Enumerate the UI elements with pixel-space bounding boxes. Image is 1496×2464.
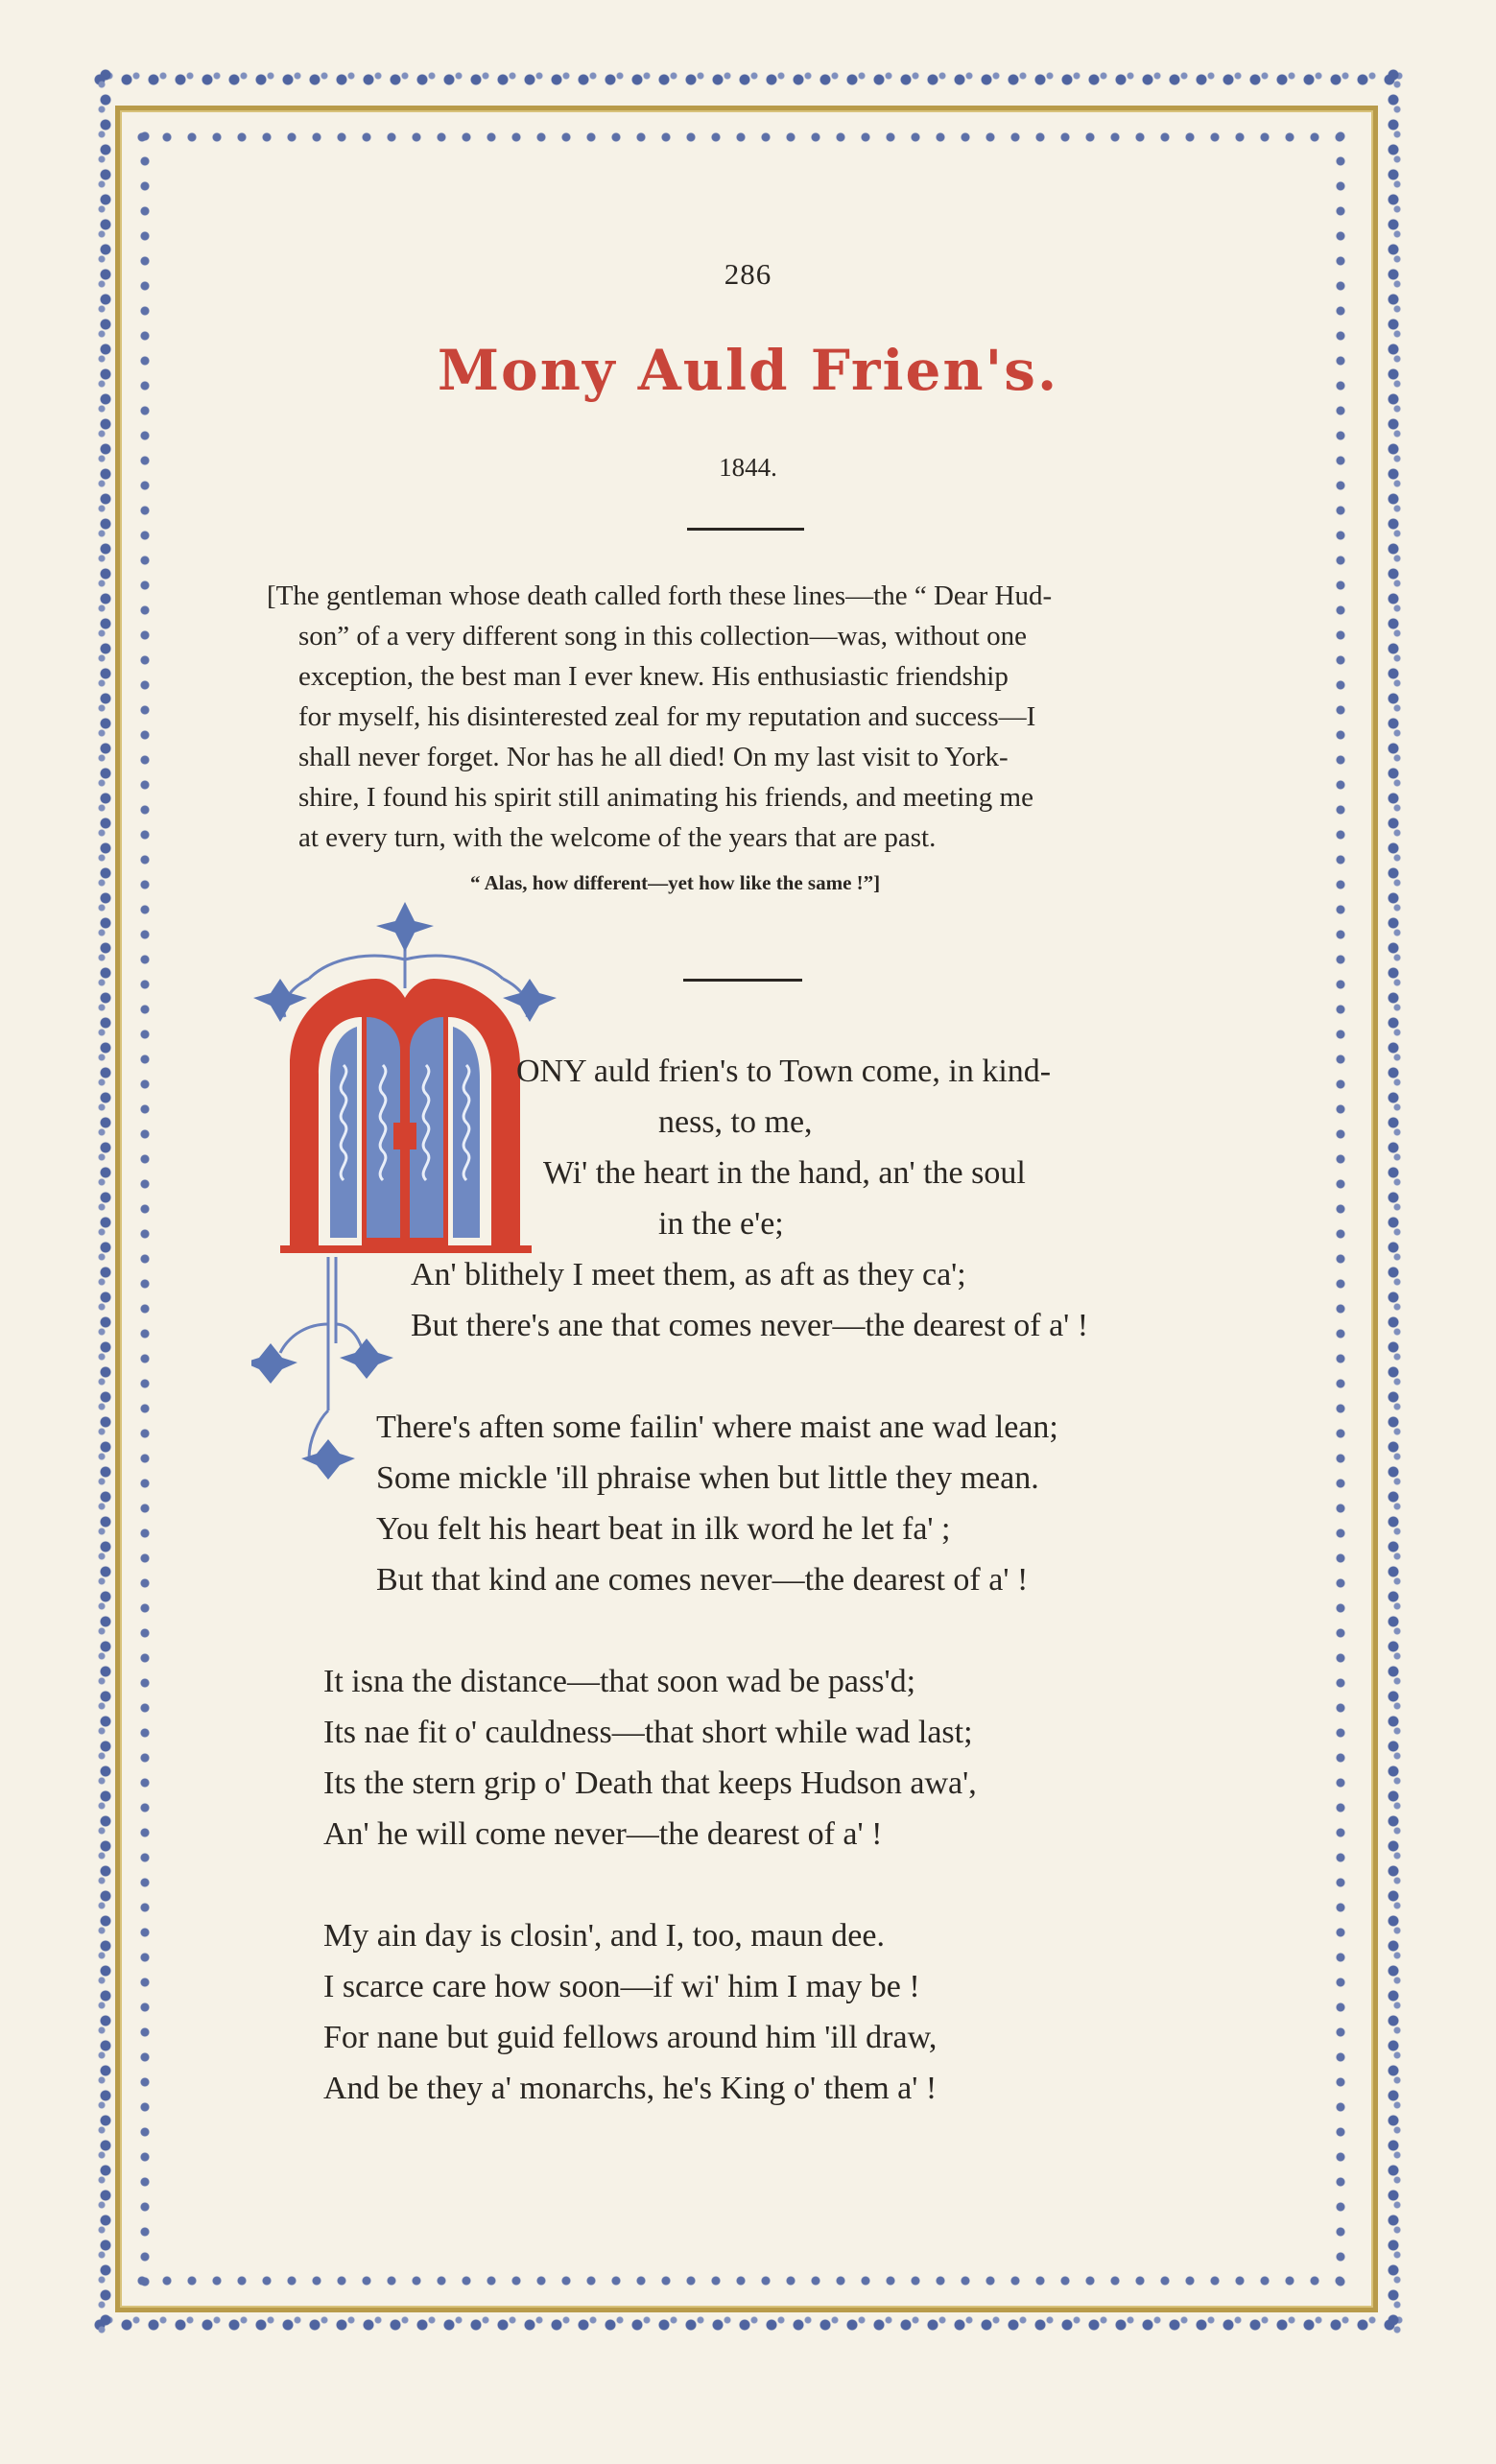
intro-line: son” of a very different song in this collection—was, without one bbox=[298, 621, 1027, 652]
poem-line: An' blithely I meet them, as aft as they ca'; bbox=[411, 1257, 966, 1292]
page-number: 286 bbox=[724, 257, 772, 291]
poem-line: Its the stern grip o' Death that keeps Hudson awa', bbox=[323, 1765, 977, 1801]
inner-border-left bbox=[134, 127, 155, 2291]
poem-line: My ain day is closin', and I, too, maun dee. bbox=[323, 1918, 885, 1954]
intro-line: for myself, his disinterested zeal for my reputation and success—I bbox=[298, 701, 1036, 732]
inner-border-top bbox=[132, 127, 1351, 148]
outer-border-bottom bbox=[92, 2310, 1407, 2339]
poem-line: You felt his heart beat in ilk word he let fa' ; bbox=[376, 1511, 951, 1547]
poem-line: An' he will come never—the dearest of a' ! bbox=[323, 1816, 883, 1852]
intro-line: [The gentleman whose death called forth these lines—the “ Dear Hud- bbox=[267, 580, 1053, 611]
inner-border-right bbox=[1330, 127, 1351, 2291]
poem-line: ONY auld frien's to Town come, in kind- bbox=[516, 1054, 1052, 1089]
poem-line: I scarce care how soon—if wi' him I may be ! bbox=[323, 1969, 920, 2004]
poem-line: It isna the distance—that soon wad be pass'd; bbox=[323, 1664, 916, 1699]
poem-line: ness, to me, bbox=[658, 1104, 813, 1140]
illuminated-initial bbox=[251, 873, 568, 1497]
poem-title: Mony Auld Frien's. bbox=[437, 338, 1059, 403]
poem-line: There's aften some failin' where maist ane wad lean; bbox=[376, 1410, 1058, 1445]
initial-ornament-icon bbox=[251, 873, 568, 1497]
intro-note bbox=[267, 576, 1236, 858]
intro-line: exception, the best man I ever knew. His enthusiastic friendship bbox=[298, 661, 1009, 692]
intro-quote: “ Alas, how different—yet how like the same !”] bbox=[470, 871, 881, 894]
divider-rule bbox=[683, 979, 802, 982]
intro-line: shire, I found his spirit still animating his friends, and meeting me bbox=[298, 782, 1033, 813]
intro-line: shall never forget. Nor has he all died! On my last visit to York- bbox=[298, 742, 1009, 772]
poem-line: And be they a' monarchs, he's King o' them a' ! bbox=[323, 2071, 938, 2106]
divider-rule bbox=[687, 528, 804, 531]
inner-border-bottom bbox=[132, 2270, 1351, 2291]
poem-line: Wi' the heart in the hand, an' the soul bbox=[543, 1155, 1026, 1191]
poem-line: But there's ane that comes never—the dearest of a' ! bbox=[411, 1308, 1089, 1343]
poem-line: But that kind ane comes never—the dearest of a' ! bbox=[376, 1562, 1029, 1598]
intro-line: at every turn, with the welcome of the years that are past. bbox=[298, 822, 937, 853]
poem-line: Some mickle 'ill phraise when but little they mean. bbox=[376, 1460, 1039, 1496]
poem-line: in the e'e; bbox=[658, 1206, 784, 1242]
outer-border-top bbox=[92, 67, 1407, 92]
outer-border-right bbox=[1380, 67, 1407, 2339]
poem-year: 1844. bbox=[719, 453, 777, 482]
poem-line: For nane but guid fellows around him 'ill draw, bbox=[323, 2020, 938, 2055]
poem-line: Its nae fit o' cauldness—that short while wad last; bbox=[323, 1715, 973, 1750]
